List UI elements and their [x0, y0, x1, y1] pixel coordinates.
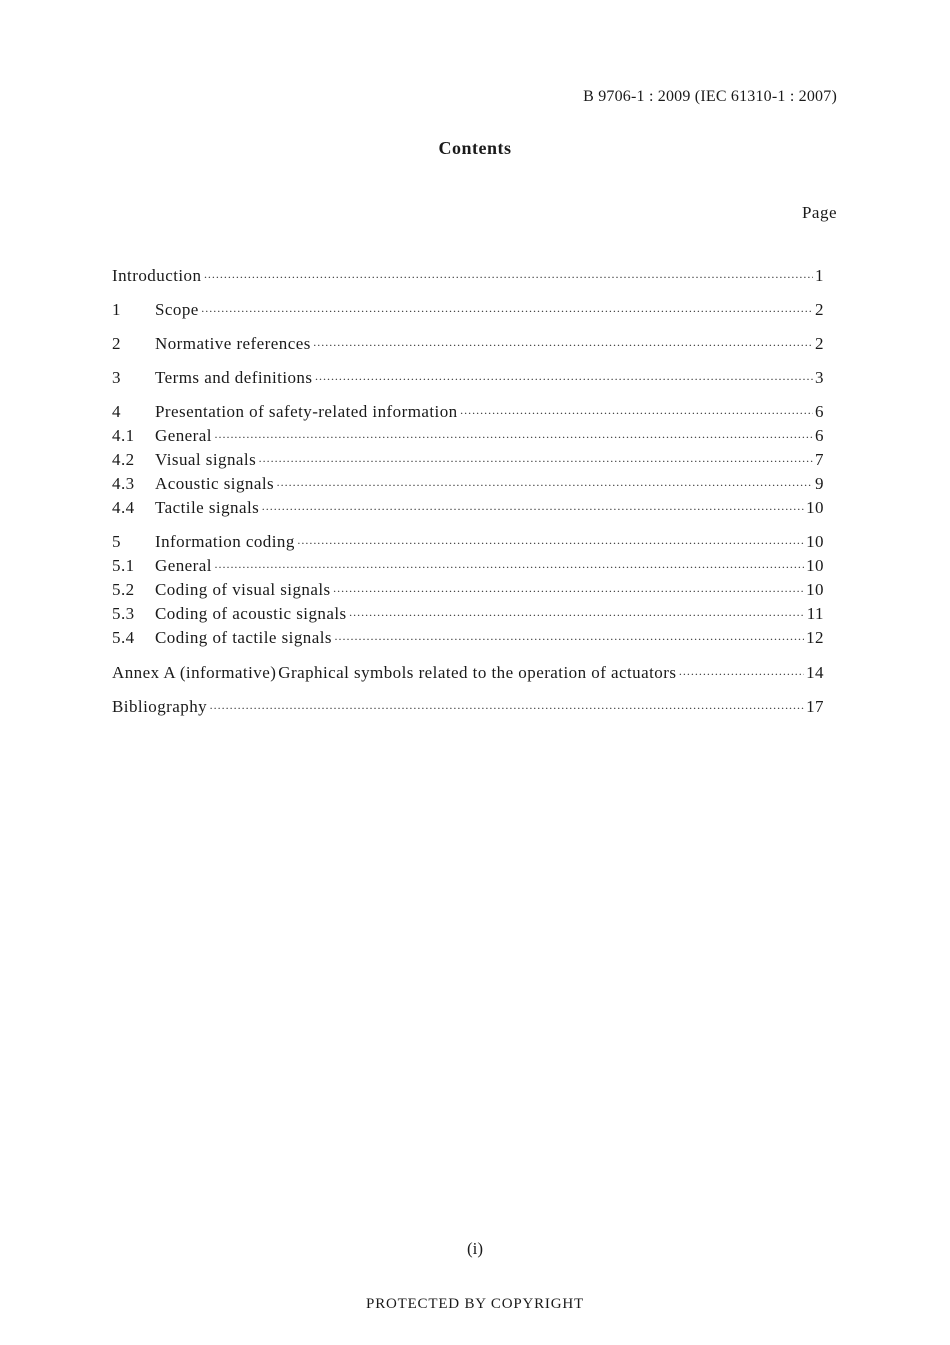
dot-leader: [297, 536, 804, 551]
dot-leader: [258, 454, 813, 469]
toc-entry-page: 6: [815, 402, 824, 421]
toc-entry-page: 1: [815, 266, 824, 285]
toc-entry-label: Bibliography: [112, 697, 208, 716]
dot-leader: [460, 406, 813, 421]
toc-entry-number: 3: [112, 368, 121, 387]
toc-entry-page: 2: [815, 334, 824, 353]
toc-entry-label: Coding of tactile signals: [155, 628, 332, 647]
toc-entry-acoustic-signals[interactable]: [112, 474, 824, 496]
toc-entry-page: 9: [815, 474, 824, 493]
page-title: Contents: [438, 138, 512, 158]
dot-leader: [276, 478, 813, 493]
toc-entry-number: 4.1: [112, 426, 135, 445]
page-column-label: Page: [801, 203, 837, 222]
dot-leader: [214, 560, 804, 575]
dot-leader: [201, 304, 813, 319]
copyright-notice: PROTECTED BY COPYRIGHT: [366, 1296, 584, 1312]
toc-entry-tactile-signals[interactable]: [112, 498, 824, 520]
toc-entry-label: General: [155, 426, 212, 445]
toc-entry-number: 4.4: [112, 498, 135, 517]
toc-entry-number: 5.3: [112, 604, 135, 623]
toc-entry-page: 12: [806, 628, 824, 647]
dot-leader: [209, 701, 804, 716]
toc-entry-label: Coding of acoustic signals: [155, 604, 347, 623]
toc-entry-page: 2: [815, 300, 824, 319]
toc-entry-page: 10: [806, 556, 824, 575]
toc-entry-page: 6: [815, 426, 824, 445]
toc-entry-page: 11: [806, 604, 824, 623]
toc-entry-annex-prefix: Annex A (informative): [112, 663, 277, 682]
toc-entry-presentation[interactable]: [112, 402, 824, 424]
toc-entry-coding-acoustic[interactable]: [112, 604, 824, 626]
toc-entry-information-coding[interactable]: [112, 532, 824, 554]
toc-entry-label: Coding of visual signals: [155, 580, 331, 599]
toc-entry-page: 10: [806, 498, 824, 517]
toc-entry-page: 10: [806, 532, 824, 551]
toc-entry-label: Presentation of safety-related information: [155, 402, 458, 421]
toc-entry-number: 4: [112, 402, 121, 421]
toc-entry-4-1-general[interactable]: [112, 426, 824, 448]
dot-leader: [214, 430, 813, 445]
toc-entry-number: 4.2: [112, 450, 135, 469]
toc-entry-page: 3: [815, 368, 824, 387]
toc-entry-coding-tactile[interactable]: [112, 628, 824, 650]
toc-entry-5-1-general[interactable]: [112, 556, 824, 578]
toc-entry-page: 7: [815, 450, 824, 469]
footer-page-number: (i): [466, 1239, 484, 1258]
dot-leader: [261, 502, 804, 517]
toc-entry-number: 1: [112, 300, 121, 319]
toc-entry-number: 4.3: [112, 474, 135, 493]
dot-leader: [333, 584, 804, 599]
dot-leader: [349, 608, 805, 623]
dot-leader: [203, 270, 813, 285]
toc-entry-label: Normative references: [155, 334, 311, 353]
toc-entry-page: 14: [806, 663, 824, 682]
toc-entry-annex-a[interactable]: [112, 663, 824, 685]
toc-entry-bibliography[interactable]: [112, 697, 824, 719]
toc-entry-label: Terms and definitions: [155, 368, 313, 387]
toc-entry-label: Scope: [155, 300, 199, 319]
dot-leader: [678, 667, 804, 682]
dot-leader: [313, 338, 813, 353]
toc-entry-number: 5: [112, 532, 121, 551]
toc-entry-label: General: [155, 556, 212, 575]
toc-entry-normative-references[interactable]: [112, 334, 824, 356]
toc-entry-number: 5.1: [112, 556, 135, 575]
toc-entry-number: 2: [112, 334, 121, 353]
toc-entry-label: Information coding: [155, 532, 295, 551]
toc-entry-label: Introduction: [112, 266, 202, 285]
toc-entry-page: 10: [806, 580, 824, 599]
toc-entry-label: Tactile signals: [155, 498, 260, 517]
toc-entry-scope[interactable]: [112, 300, 824, 322]
dot-leader: [334, 632, 804, 647]
standard-code: B 9706-1 : 2009 (IEC 61310-1 : 2007): [583, 88, 837, 105]
toc-entry-number: 5.4: [112, 628, 135, 647]
toc-entry-label: Graphical symbols related to the operation of actuators: [278, 663, 677, 682]
toc-entry-visual-signals[interactable]: [112, 450, 824, 472]
toc-entry-label: Acoustic signals: [155, 474, 275, 493]
toc-entry-page: 17: [806, 697, 824, 716]
toc-entry-coding-visual[interactable]: [112, 580, 824, 602]
toc-entry-terms-and-definitions[interactable]: [112, 368, 824, 390]
toc-entry-label: Visual signals: [155, 450, 257, 469]
dot-leader: [314, 372, 813, 387]
toc-entry-number: 5.2: [112, 580, 135, 599]
toc-entry-introduction[interactable]: [112, 266, 824, 288]
